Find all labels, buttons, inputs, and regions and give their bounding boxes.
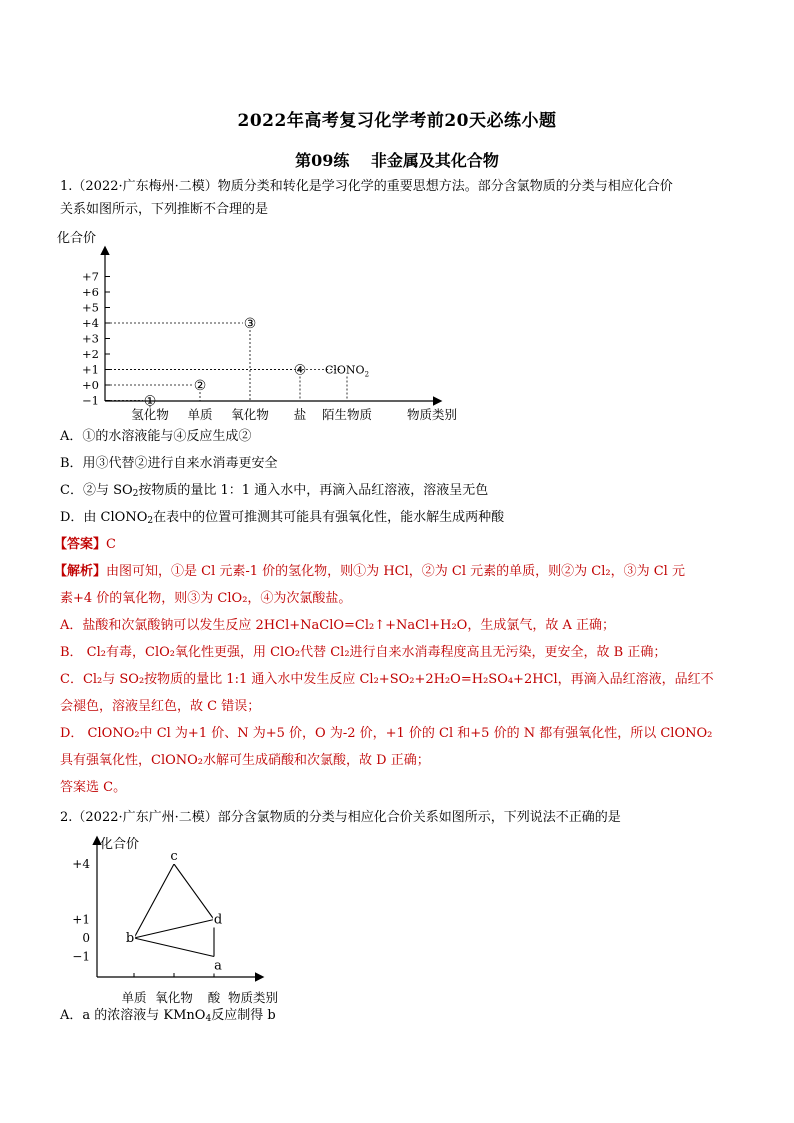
q2-edge <box>174 864 214 920</box>
q1-point-marker: ① <box>143 393 157 410</box>
q1-option-d: D．由 ClONO$_2$在表中的位置可推测其可能具有强氧化性，能水解生成两种酸 <box>60 510 505 526</box>
q2-x-tick-label: 单质 <box>121 990 147 1005</box>
q1-analysis-line9: 答案选 C。 <box>60 780 127 795</box>
q1-x-tick-label: 盐 <box>293 407 307 422</box>
q1-analysis-line2: 素+4 价的氧化物，则③为 ClO₂，④为次氯酸盐。 <box>60 591 352 606</box>
q1-y-ticks <box>82 270 110 408</box>
document-subtitle <box>0 148 794 171</box>
q2-point-label: c <box>170 849 178 864</box>
q1-y-tick-label: +6 <box>82 285 99 299</box>
q2-chart <box>62 832 312 1007</box>
q1-point-marker: ④ <box>293 362 307 379</box>
q1-analysis-line5: C．Cl₂与 SO₂按物质的量比 1:1 通入水中发生反应 Cl₂+SO₂+2H₂O=H₂SO₄+2HCl，再滴入品红溶液，品红不 <box>60 672 714 687</box>
q2-stem: 2.（2022·广东广州·二模）部分含氯物质的分类与相应化合价关系如图所示，下列说法不正确的是 <box>60 810 621 825</box>
q1-chart-xlabel: 物质类别 <box>407 407 458 422</box>
q1-point-marker: ③ <box>243 316 257 332</box>
q1-y-tick-label: −1 <box>82 393 99 408</box>
q2-point-label: a <box>214 958 222 974</box>
q1-point-clono2: ClONO$_2$ <box>324 363 370 379</box>
q2-edge <box>134 864 174 938</box>
q1-y-tick-label: +5 <box>82 300 99 315</box>
q1-point-marker: ② <box>193 378 207 394</box>
q1-chart <box>55 226 475 426</box>
q1-answer: 【答案】C <box>54 537 116 552</box>
q1-option-c: C．②与 $SO_2$按物质的量比 1：1 通入水中，再滴入品红溶液，溶液呈无色 <box>60 483 489 499</box>
q2-x-tick-label: 氧化物 <box>155 990 193 1005</box>
q1-option-b: B．用③代替②进行自来水消毒更安全 <box>60 456 278 471</box>
subtitle-part: 第09练 <box>295 151 350 170</box>
q1-x-tick-label: 氢化物 <box>131 407 169 422</box>
q2-option-a: A．a 的浓溶液与 KMnO$_4$反应制得 b <box>60 1008 276 1024</box>
q1-y-tick-label: +7 <box>82 269 99 284</box>
q2-chart-ylabel: 化合价 <box>100 837 140 852</box>
q1-analysis-line6: 会褪色，溶液呈红色，故 C 错误； <box>60 699 261 714</box>
q2-edge <box>134 938 214 957</box>
q1-stem-line2: 关系如图所示，下列推断不合理的是 <box>60 202 269 217</box>
q2-x-labels <box>121 973 220 1005</box>
q2-y-tick-label: +4 <box>72 857 90 871</box>
q1-y-tick-label: +4 <box>82 316 99 330</box>
document-title: 2022年高考复习化学考前20天必练小题 <box>237 111 557 131</box>
q1-y-tick-label: +3 <box>82 331 99 346</box>
q2-y-tick-label: 0 <box>82 931 90 945</box>
q1-x-labels <box>131 407 372 422</box>
q2-point-label: d <box>213 912 223 928</box>
q1-analysis-line7: D． ClONO₂中 Cl 为+1 价、N 为+5 价，O 为-2 价，+1 价的 Cl 和+5 价的 N 都有强氧化性，所以 ClONO₂ <box>60 726 713 741</box>
q2-chart-xlabel: 物质类别 <box>228 990 279 1005</box>
q1-analysis-line4: B． Cl₂有毒，ClO₂氧化性更强，用 ClO₂代替 Cl₂进行自来水消毒程度高且无污染，更安全，故 B 正确； <box>60 645 667 660</box>
q2-y-ticks <box>72 857 90 964</box>
q1-y-tick-label: +1 <box>82 362 99 377</box>
q2-x-tick-label: 酸 <box>207 990 221 1005</box>
q1-y-tick-label: +2 <box>82 347 99 361</box>
q1-chart-ylabel: 化合价 <box>57 231 97 246</box>
q1-y-tick-label: +0 <box>82 378 99 392</box>
q1-x-tick-label: 陌生物质 <box>321 407 373 422</box>
q2-point-label: b <box>125 931 135 946</box>
q1-analysis-line1: 【解析】由图可知，①是 Cl 元素-1 价的氢化物，则①为 HCl，②为 Cl 元素的单质，则②为 Cl₂，③为 Cl 元 <box>54 564 685 579</box>
q1-analysis-line3: A．盐酸和次氯酸钠可以发生反应 2HCl+NaClO=Cl₂↑+NaCl+H₂O，生成氯气，故 A 正确； <box>60 618 615 633</box>
q2-y-tick-label: −1 <box>72 949 90 964</box>
q1-x-tick-label: 氧化物 <box>231 407 269 422</box>
q1-points <box>144 316 369 410</box>
q1-analysis-line8: 具有强氧化性，ClONO₂水解可生成硝酸和次氯酸，故 D 正确； <box>60 753 430 768</box>
q2-edges <box>134 864 214 957</box>
q2-edge <box>134 920 214 939</box>
q1-x-tick-label: 单质 <box>187 407 213 422</box>
q1-option-a: A．①的水溶液能与④反应生成② <box>60 429 252 444</box>
q1-stem-line1: 1.（2022·广东梅州·二模）物质分类和转化是学习化学的重要思想方法。部分含氯物质的分类与相应化合价 <box>60 179 673 194</box>
subtitle-topic: 非金属及其化合物 <box>370 151 499 170</box>
q2-y-tick-label: +1 <box>72 912 90 927</box>
